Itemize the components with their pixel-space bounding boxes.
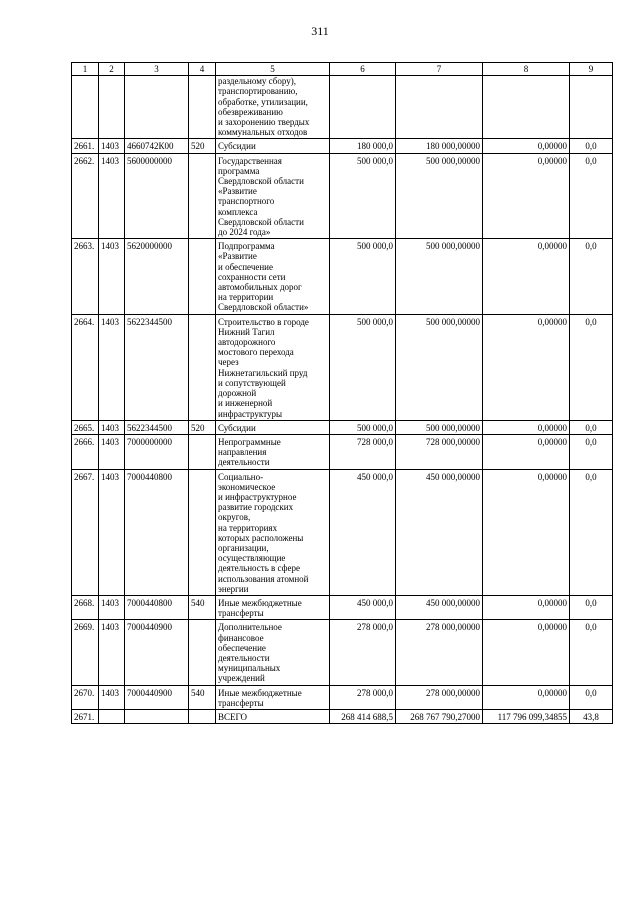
cell-percent: 0,0	[570, 434, 613, 469]
cell-amount-plan: 180 000,00000	[396, 139, 483, 153]
table-row	[72, 595, 613, 619]
cell-section: 1403	[99, 620, 125, 685]
table-row	[72, 420, 613, 434]
cell-amount-plan: 450 000,00000	[396, 469, 483, 595]
cell-amount-executed	[483, 76, 570, 139]
cell-target-code: 4660742К00	[125, 139, 189, 153]
cell-amount-approved: 450 000,0	[330, 469, 396, 595]
cell-section: 1403	[99, 139, 125, 153]
cell-amount-approved: 500 000,0	[330, 314, 396, 420]
cell-amount-approved: 268 414 688,5	[330, 709, 396, 723]
cell-section: 1403	[99, 469, 125, 595]
cell-name: раздельному сбору), транспортированию, обработке, утилизации, обезвреживанию и захоронению твердых коммунальных отходов	[216, 76, 330, 139]
cell-target-code: 5600000000	[125, 153, 189, 239]
cell-amount-executed: 0,00000	[483, 434, 570, 469]
cell-row-number: 2671.	[72, 709, 99, 723]
col-header: 3	[125, 63, 189, 76]
cell-expense-type: 520	[189, 420, 216, 434]
cell-row-number: 2665.	[72, 420, 99, 434]
cell-name: Строительство в городе Нижний Тагил автодорожного мостового перехода через Нижнетагильский пруд и сопутствующей дорожной и инженерной инфраструктуры	[216, 314, 330, 420]
cell-percent: 0,0	[570, 139, 613, 153]
cell-target-code	[125, 76, 189, 139]
cell-row-number	[72, 76, 99, 139]
cell-row-number: 2663.	[72, 239, 99, 314]
table-row	[72, 76, 613, 139]
cell-amount-executed: 0,00000	[483, 153, 570, 239]
cell-expense-type	[189, 153, 216, 239]
col-header: 1	[72, 63, 99, 76]
col-header: 4	[189, 63, 216, 76]
table-body	[72, 76, 613, 724]
cell-row-number: 2668.	[72, 595, 99, 619]
cell-amount-approved: 500 000,0	[330, 420, 396, 434]
cell-target-code: 7000440900	[125, 685, 189, 709]
cell-name: Государственная программа Свердловской области «Развитие транспортного комплекса Свердловской области до 2024 года»	[216, 153, 330, 239]
page-number: 311	[311, 24, 329, 38]
cell-amount-plan: 450 000,00000	[396, 595, 483, 619]
table-row	[72, 709, 613, 723]
cell-amount-plan	[396, 76, 483, 139]
cell-expense-type	[189, 469, 216, 595]
cell-amount-executed: 0,00000	[483, 620, 570, 685]
cell-expense-type	[189, 239, 216, 314]
col-header: 8	[483, 63, 570, 76]
cell-section: 1403	[99, 595, 125, 619]
cell-name: Субсидии	[216, 420, 330, 434]
cell-amount-approved: 500 000,0	[330, 239, 396, 314]
cell-amount-executed: 0,00000	[483, 469, 570, 595]
cell-percent: 0,0	[570, 314, 613, 420]
cell-amount-plan: 500 000,00000	[396, 314, 483, 420]
cell-target-code: 7000440800	[125, 469, 189, 595]
cell-name: Дополнительное финансовое обеспечение деятельности муниципальных учреждений	[216, 620, 330, 685]
cell-amount-plan: 500 000,00000	[396, 239, 483, 314]
cell-amount-plan: 500 000,00000	[396, 153, 483, 239]
cell-percent: 0,0	[570, 420, 613, 434]
cell-percent: 0,0	[570, 239, 613, 314]
cell-amount-approved: 728 000,0	[330, 434, 396, 469]
cell-section: 1403	[99, 434, 125, 469]
cell-section: 1403	[99, 239, 125, 314]
cell-amount-approved: 278 000,0	[330, 685, 396, 709]
cell-name: Непрограммные направления деятельности	[216, 434, 330, 469]
header-row	[72, 63, 613, 76]
cell-row-number: 2662.	[72, 153, 99, 239]
cell-expense-type	[189, 76, 216, 139]
cell-target-code: 7000440800	[125, 595, 189, 619]
cell-amount-plan: 268 767 790,27000	[396, 709, 483, 723]
cell-expense-type	[189, 709, 216, 723]
table-row	[72, 685, 613, 709]
cell-amount-executed: 0,00000	[483, 314, 570, 420]
cell-amount-plan: 728 000,00000	[396, 434, 483, 469]
cell-name: Иные межбюджетные трансферты	[216, 685, 330, 709]
cell-section: 1403	[99, 153, 125, 239]
cell-percent: 0,0	[570, 620, 613, 685]
cell-target-code: 7000440900	[125, 620, 189, 685]
cell-expense-type: 540	[189, 685, 216, 709]
cell-amount-plan: 500 000,00000	[396, 420, 483, 434]
cell-row-number: 2664.	[72, 314, 99, 420]
cell-expense-type	[189, 314, 216, 420]
cell-name: ВСЕГО	[216, 709, 330, 723]
table-row	[72, 239, 613, 314]
cell-row-number: 2670.	[72, 685, 99, 709]
col-header: 9	[570, 63, 613, 76]
cell-percent: 0,0	[570, 685, 613, 709]
cell-amount-executed: 117 796 099,34855	[483, 709, 570, 723]
cell-amount-executed: 0,00000	[483, 139, 570, 153]
budget-table	[71, 62, 613, 724]
cell-target-code: 7000000000	[125, 434, 189, 469]
cell-percent: 0,0	[570, 469, 613, 595]
cell-section: 1403	[99, 420, 125, 434]
col-header: 7	[396, 63, 483, 76]
col-header: 6	[330, 63, 396, 76]
cell-amount-approved: 278 000,0	[330, 620, 396, 685]
cell-percent: 0,0	[570, 153, 613, 239]
cell-row-number: 2667.	[72, 469, 99, 595]
cell-amount-approved: 180 000,0	[330, 139, 396, 153]
cell-amount-executed: 0,00000	[483, 239, 570, 314]
cell-amount-approved: 500 000,0	[330, 153, 396, 239]
table-row	[72, 434, 613, 469]
cell-row-number: 2666.	[72, 434, 99, 469]
cell-target-code: 5620000000	[125, 239, 189, 314]
cell-amount-executed: 0,00000	[483, 420, 570, 434]
cell-amount-plan: 278 000,00000	[396, 620, 483, 685]
cell-percent: 43,8	[570, 709, 613, 723]
cell-amount-plan: 278 000,00000	[396, 685, 483, 709]
table-row	[72, 620, 613, 685]
cell-expense-type	[189, 620, 216, 685]
cell-expense-type: 520	[189, 139, 216, 153]
col-header: 2	[99, 63, 125, 76]
table-row	[72, 314, 613, 420]
cell-amount-executed: 0,00000	[483, 685, 570, 709]
cell-amount-executed: 0,00000	[483, 595, 570, 619]
cell-section	[99, 709, 125, 723]
cell-target-code: 5622344500	[125, 314, 189, 420]
col-header: 5	[216, 63, 330, 76]
table-row	[72, 139, 613, 153]
cell-name: Субсидии	[216, 139, 330, 153]
cell-amount-approved: 450 000,0	[330, 595, 396, 619]
cell-row-number: 2661.	[72, 139, 99, 153]
cell-section: 1403	[99, 685, 125, 709]
table-row	[72, 153, 613, 239]
cell-section	[99, 76, 125, 139]
cell-name: Иные межбюджетные трансферты	[216, 595, 330, 619]
cell-expense-type	[189, 434, 216, 469]
cell-name: Подпрограмма «Развитие и обеспечение сохранности сети автомобильных дорог на территории Свердловской области»	[216, 239, 330, 314]
cell-amount-approved	[330, 76, 396, 139]
cell-target-code	[125, 709, 189, 723]
table-row	[72, 469, 613, 595]
cell-target-code: 5622344500	[125, 420, 189, 434]
cell-section: 1403	[99, 314, 125, 420]
cell-name: Социально- экономическое и инфраструктурное развитие городских округов, на территориях которых расположены организации, осуществляющие деятельность в сфере использования атомной энергии	[216, 469, 330, 595]
cell-row-number: 2669.	[72, 620, 99, 685]
cell-percent	[570, 76, 613, 139]
cell-expense-type: 540	[189, 595, 216, 619]
cell-percent: 0,0	[570, 595, 613, 619]
